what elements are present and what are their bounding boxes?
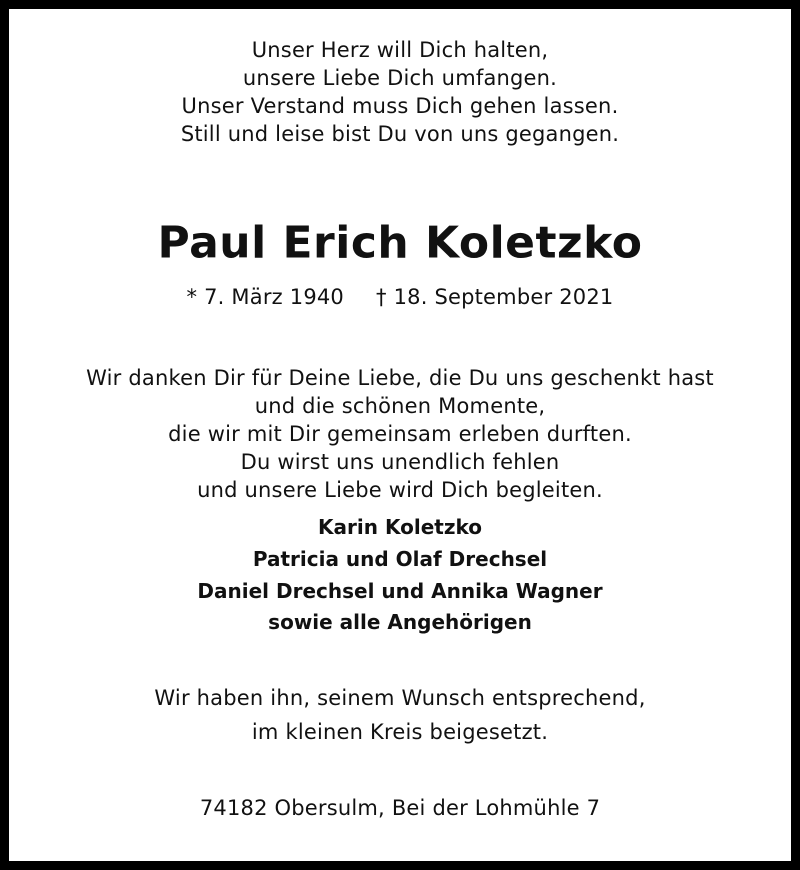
- address: 74182 Obersulm, Bei der Lohmühle 7: [199, 796, 601, 820]
- burial-note-line: Wir haben ihn, seinem Wunsch entsprechend,: [154, 686, 646, 710]
- thanks-line: Wir danken Dir für Deine Liebe, die Du uns geschenkt hast: [86, 366, 714, 390]
- birth-date: * 7. März 1940: [186, 285, 344, 309]
- deceased-name: Paul Erich Koletzko: [157, 217, 643, 269]
- mourner-name: Karin Koletzko: [318, 515, 482, 539]
- poem-line: Still und leise bist Du von uns gegangen.: [180, 122, 620, 146]
- poem-line: unsere Liebe Dich umfangen.: [242, 66, 558, 90]
- life-dates: [9, 285, 791, 309]
- thanks-line: Du wirst uns unendlich fehlen: [240, 450, 560, 474]
- thanks-line: und die schönen Momente,: [254, 394, 546, 418]
- thanks-line: die wir mit Dir gemeinsam erleben durften.: [168, 422, 632, 446]
- mourner-name: sowie alle Angehörigen: [268, 610, 532, 634]
- poem-line: Unser Verstand muss Dich gehen lassen.: [181, 94, 619, 118]
- mourner-name: Patricia und Olaf Drechsel: [252, 547, 548, 571]
- death-date: † 18. September 2021: [376, 285, 614, 309]
- thanks-line: und unsere Liebe wird Dich begleiten.: [197, 478, 603, 502]
- burial-note-line: im kleinen Kreis beigesetzt.: [251, 720, 549, 744]
- poem-line: Unser Herz will Dich halten,: [251, 38, 549, 62]
- mourner-name: Daniel Drechsel und Annika Wagner: [197, 579, 603, 603]
